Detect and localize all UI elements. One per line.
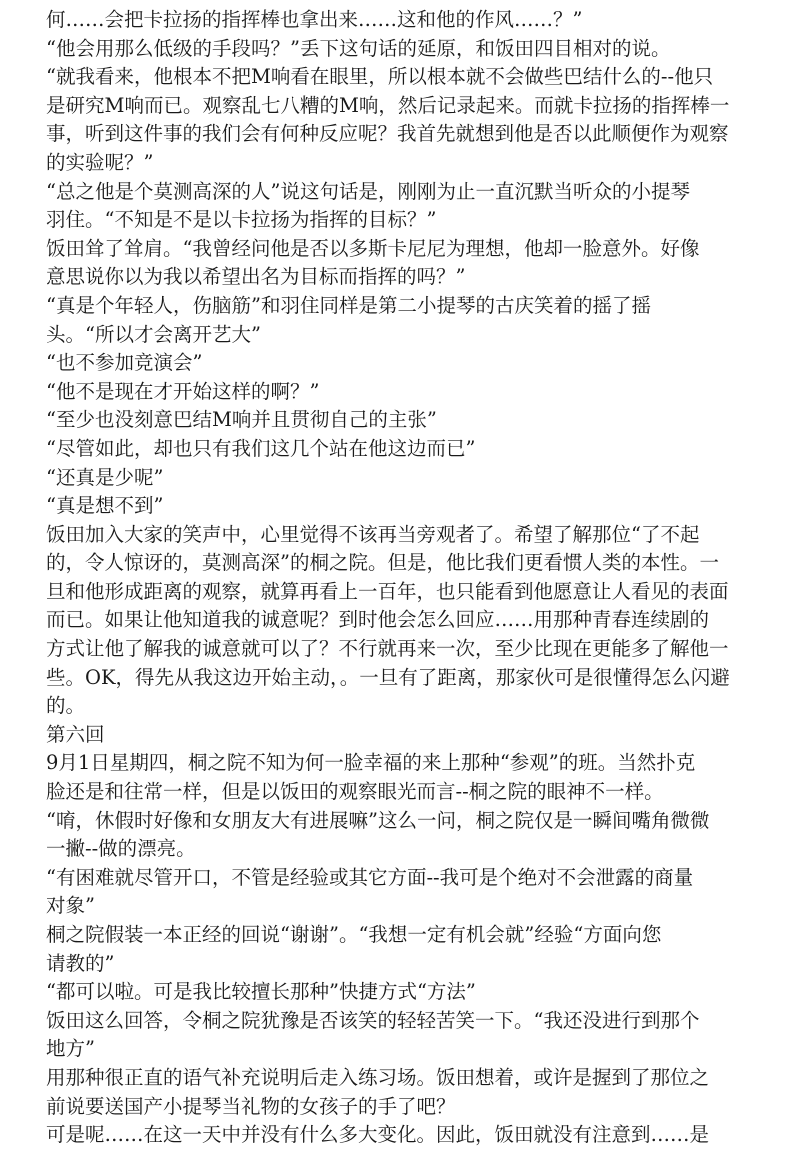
text-line: “都可以啦。可是我比较擅长那种”快捷方式“方法” — [46, 980, 476, 1004]
text-line: 9月1日星期四，桐之院不知为何一脸幸福的来上那种“参观”的班。当然扑克 — [46, 751, 696, 775]
text-line: “他不是现在才开始这样的啊？” — [46, 379, 320, 403]
text-line: 饭田加入大家的笑声中，心里觉得不该再当旁观者了。希望了解那位“了不起 — [46, 522, 700, 546]
text-line: 对象” — [46, 894, 95, 918]
text-line: “总之他是个莫测高深的人”说这句话是，刚刚为止一直沉默当听众的小提琴 — [46, 179, 690, 203]
text-line: “就我看来，他根本不把M响看在眼里，所以根本就不会做些巴结什么的--他只 — [46, 65, 714, 89]
text-line: 旦和他形成距离的观察，就算再看上一百年，也只能看到他愿意让人看见的表面 — [46, 579, 729, 603]
text-line: “有困难就尽管开口，不管是经验或其它方面--我可是个绝对不会泄露的商量 — [46, 865, 694, 889]
text-line: “他会用那么低级的手段吗？”丢下这句话的延原，和饭田四目相对的说。 — [46, 36, 671, 60]
text-line: “尽管如此，却也只有我们这几个站在他这边而已” — [46, 436, 476, 460]
text-line: 些。OK，得先从我这边开始主动，。一旦有了距离，那家伙可是很懂得怎么闪避 — [46, 665, 730, 689]
text-line: 头。“所以才会离开艺大” — [46, 322, 261, 346]
chapter-heading: 第六回 — [46, 722, 105, 746]
text-line: “真是个年轻人，伤脑筋”和羽住同样是第二小提琴的古庆笑着的摇了摇 — [46, 293, 651, 317]
text-line: 脸还是和往常一样，但是以饭田的观察眼光而言--桐之院的眼神不一样。 — [46, 780, 664, 804]
text-line: 何……会把卡拉扬的指挥棒也拿出来……这和他的作风……？” — [46, 8, 583, 31]
text-line: “还真是少呢” — [46, 465, 164, 489]
text-line: “至少也没刻意巴结M响并且贯彻自己的主张” — [46, 408, 437, 432]
text-line: 的。 — [46, 694, 86, 718]
text-line: “唷，休假时好像和女朋友大有进展嘛”这么一问，桐之院仅是一瞬间嘴角微微 — [46, 808, 710, 832]
text-line: 用那种很正直的语气补充说明后走入练习场。饭田想着，或许是握到了那位之 — [46, 1065, 710, 1089]
text-line: 桐之院假装一本正经的回说“谢谢”。“我想一定有机会就”经验“方面向您 — [46, 923, 662, 946]
text-line: 方式让他了解我的诚意就可以了？不行就再来一次，至少比现在更能多了解他一 — [46, 637, 729, 661]
text-line: “也不参加竞演会” — [46, 351, 203, 375]
text-line: 是研究M响而已。观察乱七八糟的M响，然后记录起来。而就卡拉扬的指挥棒一 — [46, 93, 730, 117]
text-line: 一撇--做的漂亮。 — [46, 837, 196, 861]
text-line: 请教的” — [46, 951, 115, 975]
text-line: 的实验呢？” — [46, 150, 154, 174]
text-line: 羽住。“不知是不是以卡拉扬为指挥的目标？” — [46, 208, 437, 232]
text-line: 饭田这么回答，令桐之院犹豫是否该笑的轻轻苦笑一下。“我还没进行到那个 — [46, 1008, 700, 1032]
text-line: 的，令人惊讶的，莫测高深”的桐之院。但是，他比我们更看惯人类的本性。一 — [46, 551, 719, 575]
text-line: 可是呢……在这一天中并没有什么多大变化。因此，饭田就没有注意到……是 — [46, 1123, 710, 1147]
text-line: “真是想不到” — [46, 494, 164, 518]
text-line: 意思说你以为我以希望出名为目标而指挥的吗？” — [46, 265, 466, 289]
text-line: 饭田耸了耸肩。“我曾经问他是否以多斯卡尼尼为理想，他却一脸意外。好像 — [46, 236, 700, 260]
text-line: 前说要送国产小提琴当礼物的女孩子的手了吧？ — [46, 1094, 456, 1118]
text-line: 事，听到这件事的我们会有何种反应呢？我首先就想到他是否以此顺便作为观察 — [46, 122, 729, 146]
text-line: 而已。如果让他知道我的诚意呢？到时他会怎么回应……用那种青春连续剧的 — [46, 608, 710, 632]
body-text — [46, 6, 766, 1150]
text-line: 地方” — [46, 1037, 95, 1061]
